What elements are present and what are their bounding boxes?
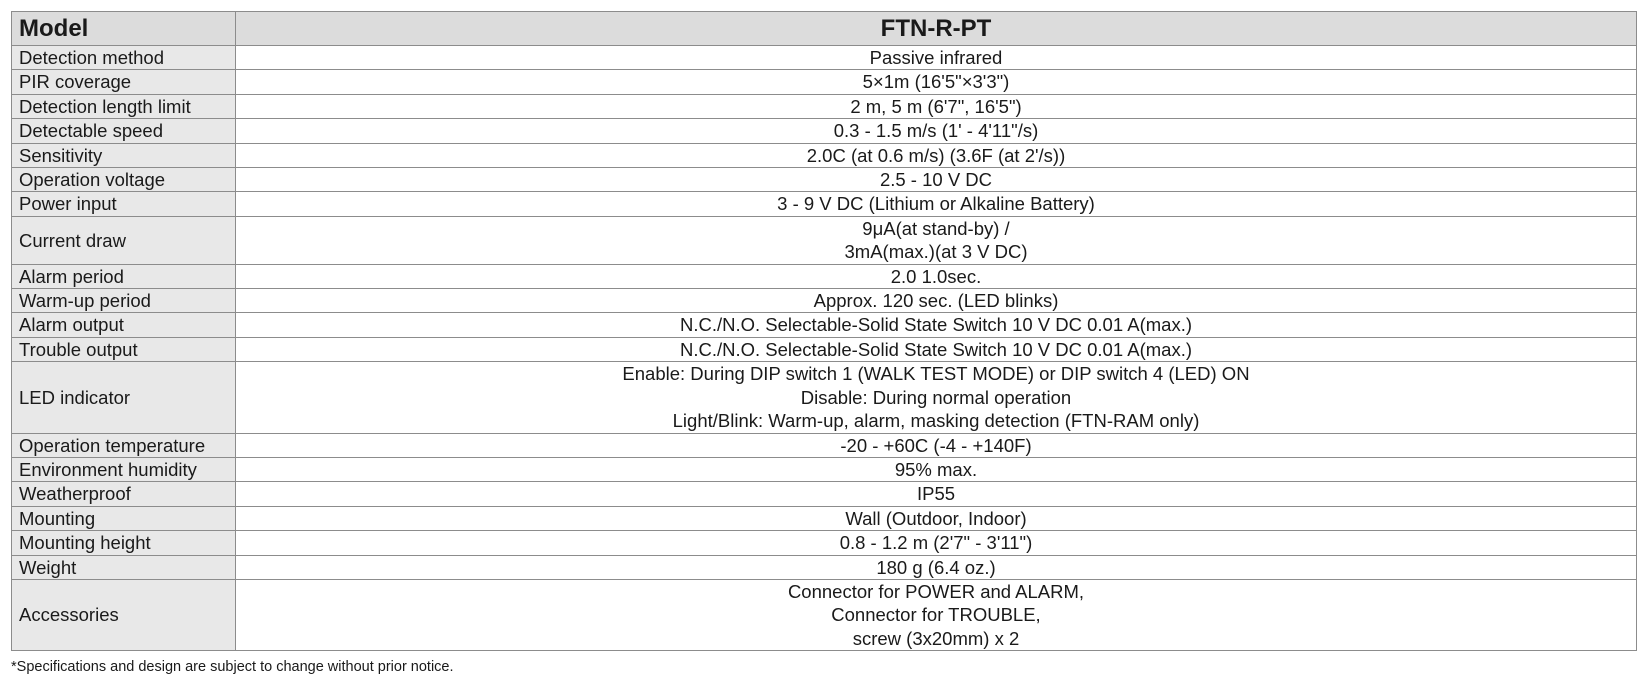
spec-value: 2.0 1.0sec. [236,264,1637,288]
spec-label: Mounting [12,506,236,530]
spec-table [11,11,1637,651]
table-row [12,94,1637,118]
spec-label: Environment humidity [12,457,236,481]
spec-value: Connector for POWER and ALARM, Connector for TROUBLE, screw (3x20mm) x 2 [236,579,1637,650]
header-label: Model [12,12,236,46]
table-row [12,337,1637,361]
spec-value: 2.5 - 10 V DC [236,168,1637,192]
spec-label: PIR coverage [12,70,236,94]
spec-value: 9μA(at stand-by) / 3mA(max.)(at 3 V DC) [236,216,1637,264]
spec-label: Weight [12,555,236,579]
table-row [12,168,1637,192]
table-row [12,362,1637,433]
spec-value: 3 - 9 V DC (Lithium or Alkaline Battery) [236,192,1637,216]
spec-value: Approx. 120 sec. (LED blinks) [236,289,1637,313]
table-row [12,457,1637,481]
table-row [12,119,1637,143]
spec-value: 180 g (6.4 oz.) [236,555,1637,579]
spec-label: Detection length limit [12,94,236,118]
spec-label: Accessories [12,579,236,650]
spec-label: Warm-up period [12,289,236,313]
spec-value: IP55 [236,482,1637,506]
spec-label: Current draw [12,216,236,264]
spec-label: Power input [12,192,236,216]
spec-label: Weatherproof [12,482,236,506]
table-row [12,433,1637,457]
spec-value: Enable: During DIP switch 1 (WALK TEST MODE) or DIP switch 4 (LED) ON Disable: During normal operation Light/Blink: Warm-up, alarm, masking detection (FTN-RAM only) [236,362,1637,433]
spec-value: -20 - +60C (-4 - +140F) [236,433,1637,457]
spec-value: 0.3 - 1.5 m/s (1' - 4'11"/s) [236,119,1637,143]
table-row [12,192,1637,216]
table-row [12,531,1637,555]
table-row [12,313,1637,337]
spec-label: Mounting height [12,531,236,555]
spec-value: 2 m, 5 m (6'7", 16'5") [236,94,1637,118]
spec-value: Wall (Outdoor, Indoor) [236,506,1637,530]
table-row [12,289,1637,313]
table-header-row [12,12,1637,46]
spec-label: Detectable speed [12,119,236,143]
table-row [12,482,1637,506]
spec-label: Detection method [12,46,236,70]
table-row [12,579,1637,650]
spec-label: Operation voltage [12,168,236,192]
spec-label: Sensitivity [12,143,236,167]
spec-value: N.C./N.O. Selectable-Solid State Switch 10 V DC 0.01 A(max.) [236,337,1637,361]
spec-value: 5×1m (16'5"×3'3") [236,70,1637,94]
table-row [12,264,1637,288]
spec-label: Alarm period [12,264,236,288]
table-row [12,506,1637,530]
spec-label: Trouble output [12,337,236,361]
table-row [12,46,1637,70]
table-row [12,216,1637,264]
table-row [12,143,1637,167]
spec-value: 0.8 - 1.2 m (2'7" - 3'11") [236,531,1637,555]
model-name: FTN-R-PT [236,12,1637,46]
table-row [12,70,1637,94]
spec-value: 2.0C (at 0.6 m/s) (3.6F (at 2'/s)) [236,143,1637,167]
spec-value: 95% max. [236,457,1637,481]
table-row [12,555,1637,579]
spec-value: Passive infrared [236,46,1637,70]
disclaimer-footnote: *Specifications and design are subject to change without prior notice. [11,659,454,675]
spec-label: LED indicator [12,362,236,433]
spec-label: Alarm output [12,313,236,337]
spec-value: N.C./N.O. Selectable-Solid State Switch 10 V DC 0.01 A(max.) [236,313,1637,337]
spec-label: Operation temperature [12,433,236,457]
